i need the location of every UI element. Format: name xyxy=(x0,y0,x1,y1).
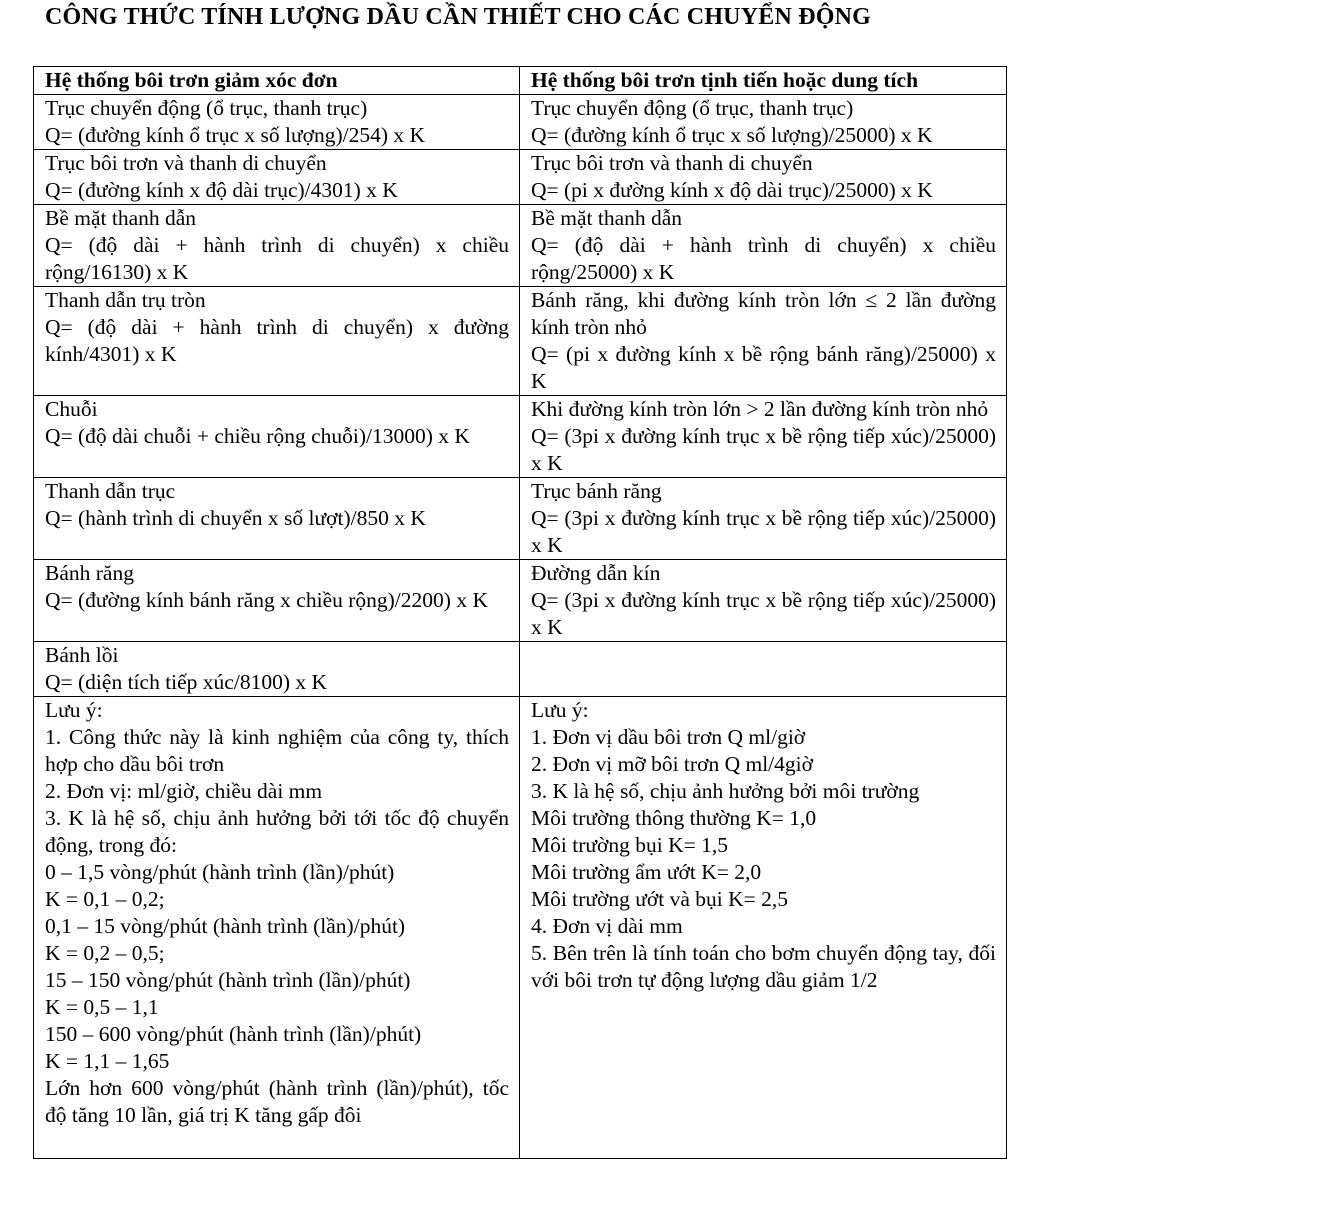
table-cell xyxy=(520,287,1007,396)
notes-right xyxy=(520,697,1007,1159)
cell-heading: Thanh dẫn trục xyxy=(45,479,176,503)
note-line: 150 – 600 vòng/phút (hành trình (lần)/phút) xyxy=(45,1022,422,1046)
table-cell xyxy=(34,396,520,478)
cell-heading: Bánh răng xyxy=(45,561,134,585)
note-line: 3. K là hệ số, chịu ảnh hưởng bởi môi trường xyxy=(531,779,920,803)
cell-heading: Đường dẫn kín xyxy=(531,561,661,585)
cell-formula: Q= (độ dài + hành trình di chuyển) x đường kính/4301) x K xyxy=(45,315,509,366)
table-cell xyxy=(520,95,1007,150)
table-row xyxy=(34,95,1007,150)
note-line: 1. Đơn vị dầu bôi trơn Q ml/giờ xyxy=(531,725,806,749)
table-cell xyxy=(34,95,520,150)
note-line: 0,1 – 15 vòng/phút (hành trình (lần)/phút) xyxy=(45,914,406,938)
header-single-lubrication: Hệ thống bôi trơn giảm xóc đơn xyxy=(34,67,520,95)
note-line: 0 – 1,5 vòng/phút (hành trình (lần)/phút) xyxy=(45,860,395,884)
note-line: K = 0,5 – 1,1 xyxy=(45,995,159,1019)
table-row xyxy=(34,396,1007,478)
cell-formula: Q= (hành trình di chuyển x số lượt)/850 x K xyxy=(45,506,426,530)
notes-row xyxy=(34,697,1007,1159)
note-line: 15 – 150 vòng/phút (hành trình (lần)/phút) xyxy=(45,968,411,992)
cell-heading: Bánh răng, khi đường kính tròn lớn ≤ 2 lần đường kính tròn nhỏ xyxy=(531,288,996,339)
note-line: Lưu ý: xyxy=(531,698,589,722)
notes-left xyxy=(34,697,520,1159)
cell-formula: Q= (độ dài chuỗi + chiều rộng chuỗi)/13000) x K xyxy=(45,424,470,448)
cell-heading: Trục chuyển động (ổ trục, thanh trục) xyxy=(531,96,854,120)
note-line: 4. Đơn vị dài mm xyxy=(531,914,683,938)
document-title: CÔNG THỨC TÍNH LƯỢNG DẦU CẦN THIẾT CHO CÁC CHUYỂN ĐỘNG xyxy=(45,4,871,30)
empty-cell xyxy=(520,642,1007,697)
header-progressive-lubrication: Hệ thống bôi trơn tịnh tiến hoặc dung tích xyxy=(520,67,1007,95)
cell-formula: Q= (độ dài + hành trình di chuyển) x chiều rộng/25000) x K xyxy=(531,233,996,284)
cell-heading: Bề mặt thanh dẫn xyxy=(531,206,683,230)
table-row xyxy=(34,205,1007,287)
table-cell xyxy=(520,478,1007,560)
cell-formula: Q= (3pi x đường kính trục x bề rộng tiếp xúc)/25000) x K xyxy=(531,424,996,475)
cell-heading: Trục bánh răng xyxy=(531,479,662,503)
cell-heading: Bề mặt thanh dẫn xyxy=(45,206,197,230)
cell-formula: Q= (diện tích tiếp xúc/8100) x K xyxy=(45,670,328,694)
note-line: Lưu ý: xyxy=(45,698,103,722)
table-cell xyxy=(520,396,1007,478)
note-line: Lớn hơn 600 vòng/phút (hành trình (lần)/phút), tốc độ tăng 10 lần, giá trị K tăng gấp đôi xyxy=(45,1076,509,1127)
note-line: Môi trường ẩm ướt K= 2,0 xyxy=(531,860,762,884)
cell-heading: Chuỗi xyxy=(45,397,98,421)
cell-formula: Q= (đường kính bánh răng x chiều rộng)/2200) x K xyxy=(45,588,488,612)
table-cell xyxy=(34,150,520,205)
cell-formula: Q= (đường kính ổ trục x số lượng)/254) x K xyxy=(45,123,426,147)
note-line: K = 0,1 – 0,2; xyxy=(45,887,165,911)
table-row xyxy=(34,560,1007,642)
cell-heading: Thanh dẫn trụ tròn xyxy=(45,288,206,312)
cell-heading: Khi đường kính tròn lớn > 2 lần đường kính tròn nhỏ xyxy=(531,397,989,421)
table-cell xyxy=(520,560,1007,642)
table-row xyxy=(34,287,1007,396)
note-line: 2. Đơn vị mỡ bôi trơn Q ml/4giờ xyxy=(531,752,813,776)
note-line: K = 1,1 – 1,65 xyxy=(45,1049,170,1073)
cell-formula: Q= (3pi x đường kính trục x bề rộng tiếp xúc)/25000) x K xyxy=(531,506,996,557)
note-line: Môi trường thông thường K= 1,0 xyxy=(531,806,817,830)
table-cell xyxy=(34,478,520,560)
cell-heading: Trục bôi trơn và thanh di chuyển xyxy=(45,151,327,175)
table-row xyxy=(34,642,1007,697)
note-line: Môi trường ướt và bụi K= 2,5 xyxy=(531,887,789,911)
cell-formula: Q= (pi x đường kính x độ dài trục)/25000) x K xyxy=(531,178,933,202)
table-cell xyxy=(34,205,520,287)
table-row xyxy=(34,478,1007,560)
cell-formula: Q= (đường kính ổ trục x số lượng)/25000) x K xyxy=(531,123,933,147)
table-header-row xyxy=(34,67,1007,95)
cell-formula: Q= (độ dài + hành trình di chuyển) x chiều rộng/16130) x K xyxy=(45,233,509,284)
table-cell xyxy=(520,205,1007,287)
cell-heading: Bánh lồi xyxy=(45,643,119,667)
cell-formula: Q= (đường kính x độ dài trục)/4301) x K xyxy=(45,178,398,202)
note-line: 1. Công thức này là kinh nghiệm của công ty, thích hợp cho dầu bôi trơn xyxy=(45,725,509,776)
cell-formula: Q= (pi x đường kính x bề rộng bánh răng)/25000) x K xyxy=(531,342,996,393)
cell-heading: Trục chuyển động (ổ trục, thanh trục) xyxy=(45,96,368,120)
table-row xyxy=(34,150,1007,205)
table-cell xyxy=(34,642,520,697)
cell-formula: Q= (3pi x đường kính trục x bề rộng tiếp xúc)/25000) x K xyxy=(531,588,996,639)
note-line: 3. K là hệ số, chịu ảnh hưởng bởi tới tốc độ chuyển động, trong đó: xyxy=(45,806,509,857)
formula-table xyxy=(33,66,1007,1159)
cell-heading: Trục bôi trơn và thanh di chuyển xyxy=(531,151,813,175)
note-line: 5. Bên trên là tính toán cho bơm chuyển động tay, đối với bôi trơn tự động lượng dầu giảm 1/2 xyxy=(531,941,996,992)
note-line: Môi trường bụi K= 1,5 xyxy=(531,833,728,857)
note-line: K = 0,2 – 0,5; xyxy=(45,941,165,965)
note-line: 2. Đơn vị: ml/giờ, chiều dài mm xyxy=(45,779,323,803)
table-cell xyxy=(34,287,520,396)
table-cell xyxy=(34,560,520,642)
table-cell xyxy=(520,150,1007,205)
